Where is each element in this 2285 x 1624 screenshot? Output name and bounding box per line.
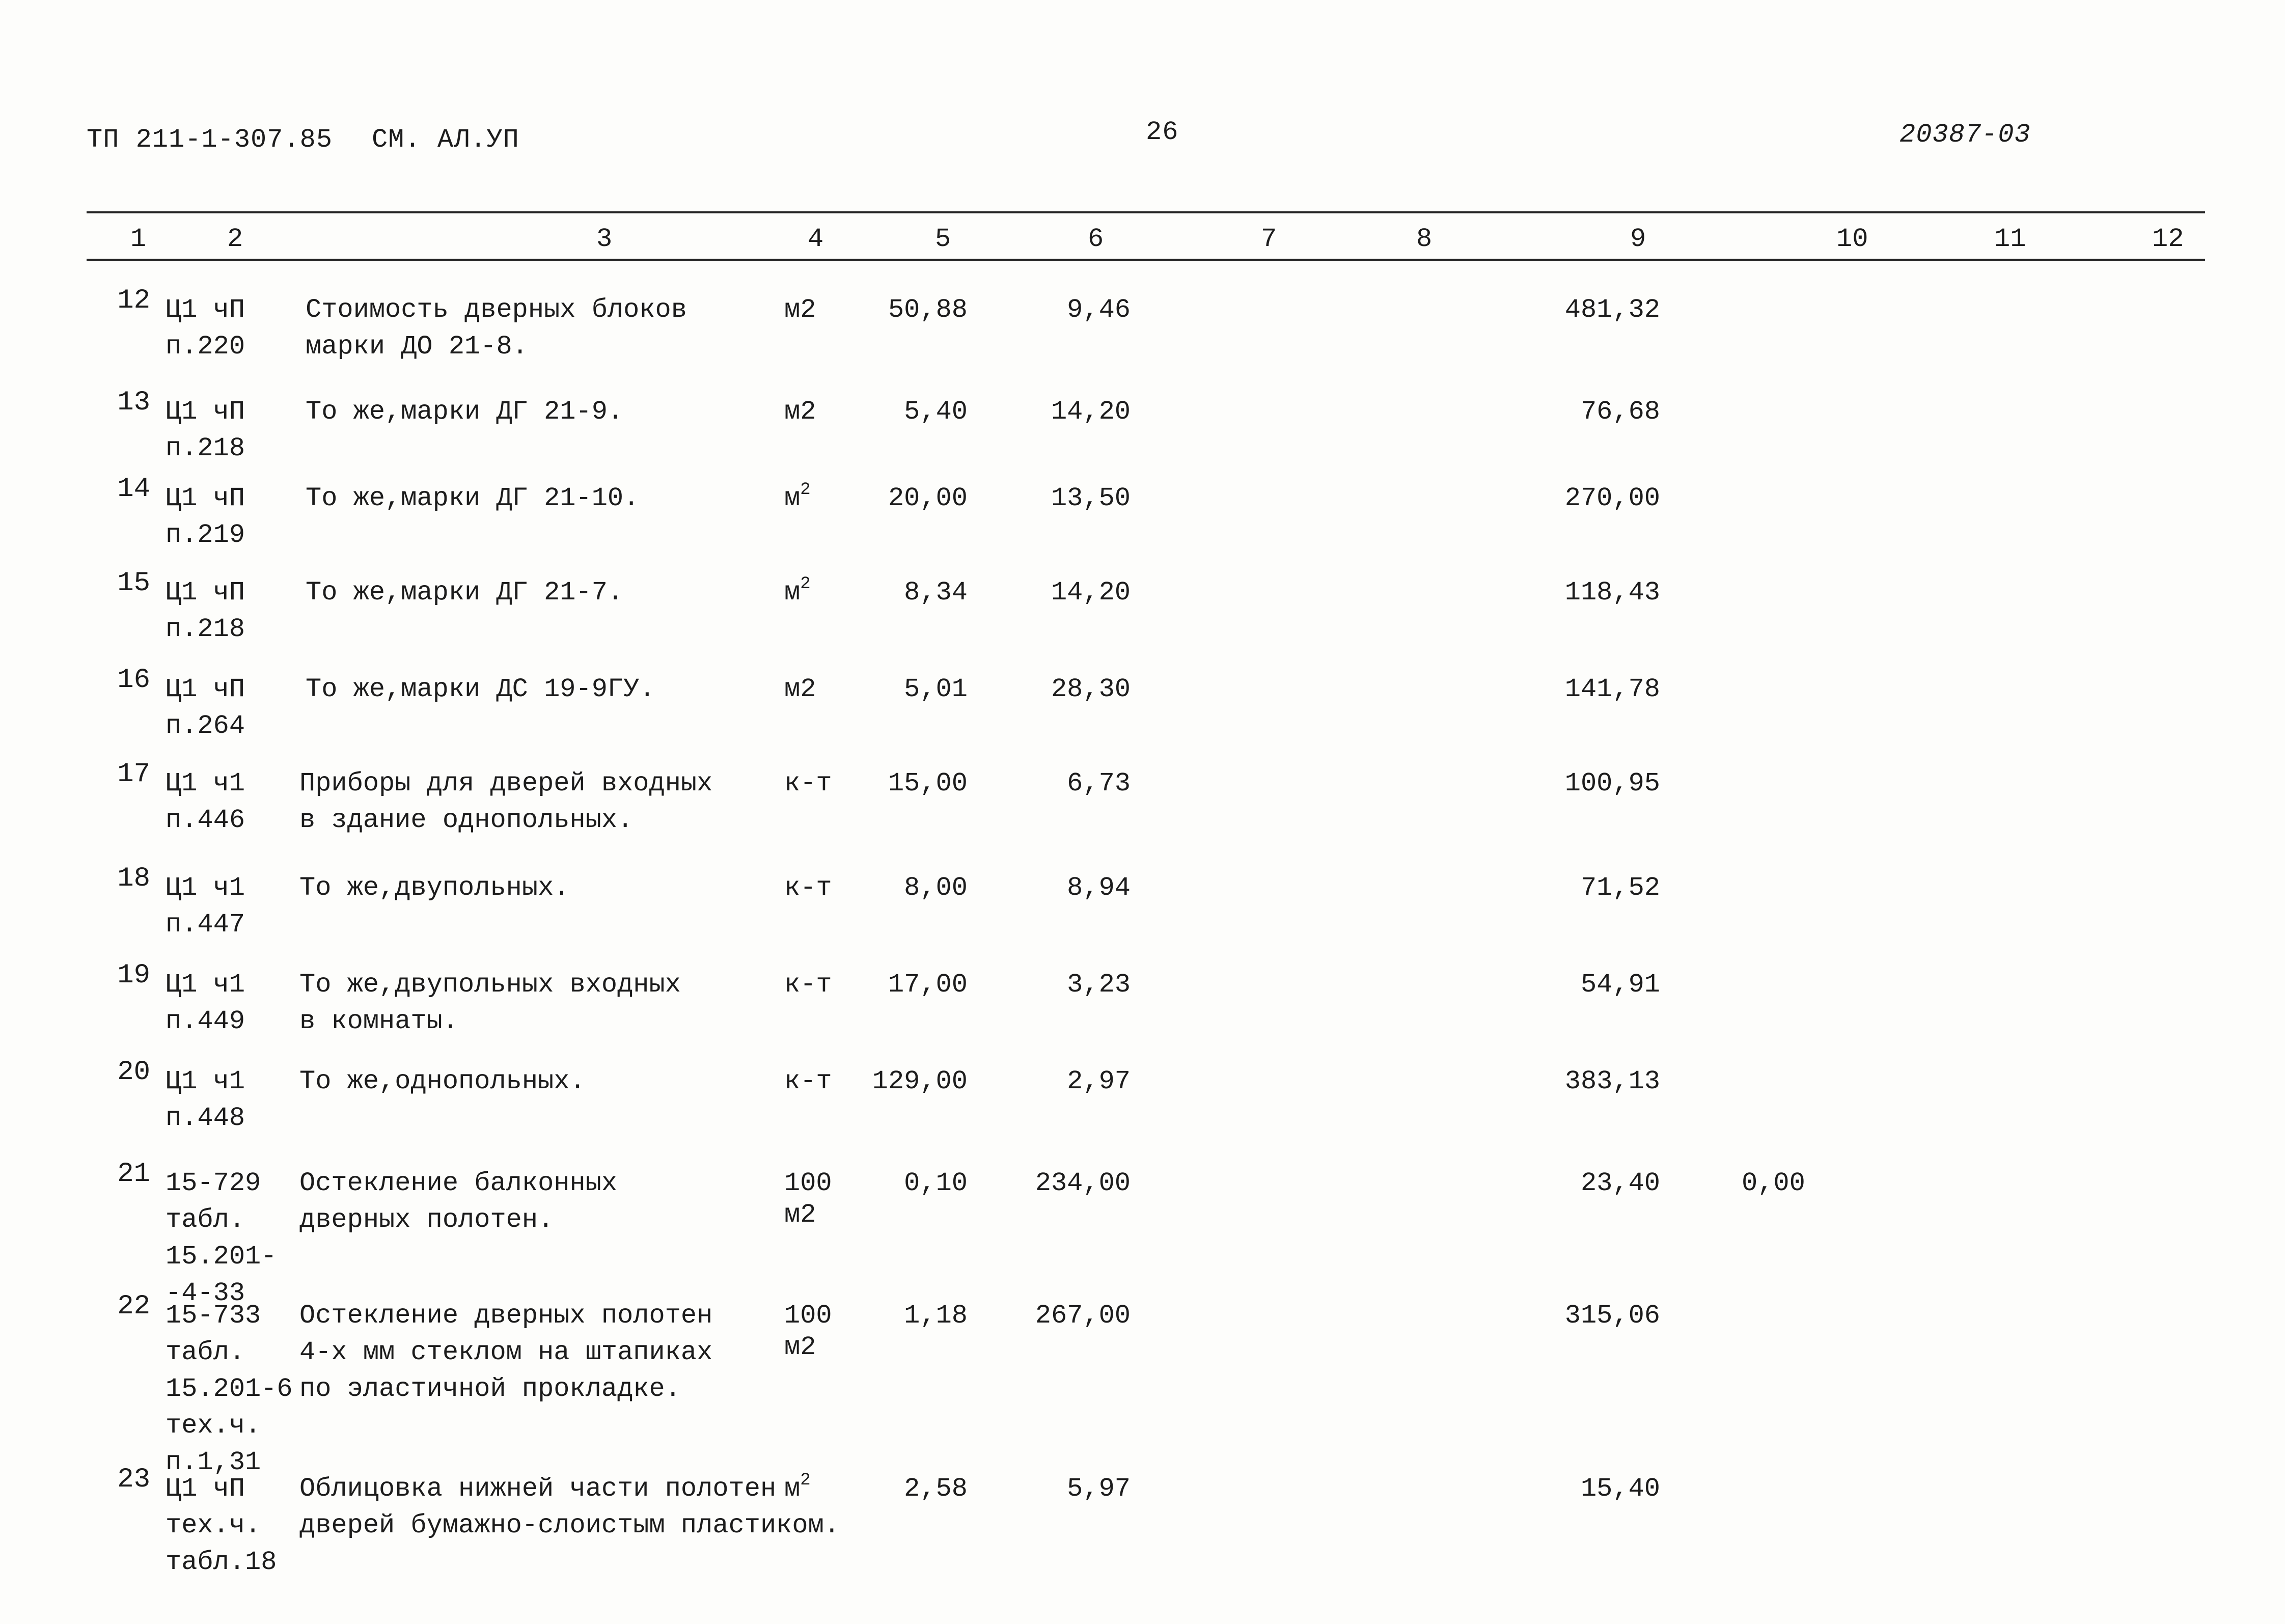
unit-superscript: 2 [800, 574, 811, 594]
row-total: 76,68 [1580, 397, 1660, 427]
row-reference: Ц1 чП [166, 1474, 245, 1504]
row-reference: п.448 [166, 1103, 245, 1133]
row-unit-price: 234,00 [1035, 1168, 1131, 1198]
row-unit-price: 14,20 [1051, 577, 1131, 608]
row-description: в комнаты. [299, 1006, 459, 1036]
doc-code: ТП 211-1-307.85 [87, 125, 333, 155]
row-reference: -4-33 [166, 1278, 245, 1308]
column-number-6: 6 [1088, 224, 1104, 254]
row-quantity: 2,58 [904, 1474, 968, 1504]
row-unit: м2 [784, 397, 816, 427]
row-number: 17 [117, 759, 150, 790]
row-quantity: 1,18 [904, 1301, 968, 1331]
row-total: 100,95 [1564, 768, 1660, 799]
row-description: Облицовка нижней части полотен [299, 1474, 777, 1504]
row-reference: табл. [166, 1337, 245, 1367]
row-description: по эластичной прокладке. [299, 1374, 681, 1404]
row-unit-price: 2,97 [1067, 1066, 1131, 1096]
row-description: То же,однопольных. [299, 1066, 586, 1096]
row-quantity: 0,10 [904, 1168, 968, 1198]
row-reference: Ц1 ч1 [166, 970, 245, 1000]
row-reference: 15-729 [166, 1168, 261, 1198]
row-number: 12 [117, 285, 150, 316]
row-reference: п.218 [166, 433, 245, 463]
row-reference: Ц1 чП [166, 577, 245, 608]
row-quantity: 5,40 [904, 397, 968, 427]
row-unit-price: 13,50 [1051, 483, 1131, 513]
row-number: 23 [117, 1464, 150, 1495]
archive-number: 20387-03 [1899, 120, 2031, 150]
row-number: 19 [117, 960, 150, 991]
row-reference: 15-733 [166, 1301, 261, 1331]
row-unit: $м^2$ [784, 480, 811, 513]
column-number-3: 3 [596, 224, 613, 254]
column-number-12: 12 [2152, 224, 2184, 254]
row-reference: п.1,31 [166, 1447, 261, 1477]
row-description: в здание однопольных. [299, 805, 634, 835]
row-quantity: 17,00 [888, 970, 968, 1000]
row-reference: табл.18 [166, 1547, 277, 1577]
row-unit: к-т [784, 768, 832, 799]
row-reference: табл. [166, 1205, 245, 1235]
row-description: Приборы для дверей входных [299, 768, 713, 799]
row-description: Стоимость дверных блоков [306, 295, 687, 325]
row-unit: к-т [784, 970, 832, 1000]
row-number: 13 [117, 387, 150, 418]
row-description: Остекление балконных [299, 1168, 618, 1198]
column-number-9: 9 [1630, 224, 1646, 254]
row-unit-price: 267,00 [1035, 1301, 1131, 1331]
row-number: 21 [117, 1159, 150, 1190]
column-number-2: 2 [227, 224, 243, 254]
row-unit-price: 28,30 [1051, 674, 1131, 704]
row-unit: 100 [784, 1301, 832, 1331]
row-quantity: 5,01 [904, 674, 968, 704]
column-number-4: 4 [808, 224, 824, 254]
row-total: 54,91 [1580, 970, 1660, 1000]
row-number: 16 [117, 665, 150, 696]
row-unit-line2: м2 [784, 1332, 816, 1362]
row-reference: п.446 [166, 805, 245, 835]
row-reference: п.220 [166, 332, 245, 362]
row-reference: Ц1 ч1 [166, 873, 245, 903]
row-total: 315,06 [1564, 1301, 1660, 1331]
row-reference: Ц1 ч1 [166, 1066, 245, 1096]
row-unit-price: 6,73 [1067, 768, 1131, 799]
row-description: То же,марки ДС 19-9ГУ. [306, 674, 655, 704]
row-reference: тех.ч. [166, 1510, 261, 1540]
row-unit-price: 5,97 [1067, 1474, 1131, 1504]
row-reference: тех.ч. [166, 1411, 261, 1441]
row-unit: 100 [784, 1168, 832, 1198]
row-reference: п.264 [166, 711, 245, 741]
row-description: дверных полотен. [299, 1205, 554, 1235]
row-description: То же,марки ДГ 21-7. [306, 577, 624, 608]
row-reference: Ц1 чП [166, 295, 245, 325]
row-description: 4-х мм стеклом на штапиках [299, 1337, 713, 1367]
row-reference: п.447 [166, 910, 245, 940]
row-description: То же,двупольных входных [299, 970, 681, 1000]
row-unit: м2 [784, 295, 816, 325]
column-number-8: 8 [1416, 224, 1433, 254]
row-description: То же,двупольных. [299, 873, 570, 903]
row-total: 481,32 [1564, 295, 1660, 325]
row-description: дверей бумажно-слоистым пластиком. [299, 1510, 840, 1540]
column-number-5: 5 [935, 224, 951, 254]
row-description: То же,марки ДГ 21-9. [306, 397, 624, 427]
table-top-rule [87, 211, 2205, 213]
unit-superscript: 2 [800, 1471, 811, 1490]
row-unit-price: 8,94 [1067, 873, 1131, 903]
row-unit: м2 [784, 674, 816, 704]
row-unit-price: 14,20 [1051, 397, 1131, 427]
row-reference: п.219 [166, 520, 245, 550]
row-description: марки ДО 21-8. [306, 332, 528, 362]
column-number-10: 10 [1836, 224, 1868, 254]
row-total: 71,52 [1580, 873, 1660, 903]
row-reference: Ц1 чП [166, 483, 245, 513]
row-unit: $м^2$ [784, 1471, 811, 1504]
row-total: 383,13 [1564, 1066, 1660, 1096]
row-number: 22 [117, 1291, 150, 1322]
row-description: То же,марки ДГ 21-10. [306, 483, 640, 513]
row-unit-price: 9,46 [1067, 295, 1131, 325]
row-number: 20 [117, 1057, 150, 1088]
album-ref: СМ. АЛ.УП [372, 125, 519, 155]
page-number: 26 [1146, 117, 1179, 147]
row-quantity: 8,34 [904, 577, 968, 608]
row-reference: Ц1 ч1 [166, 768, 245, 799]
row-quantity: 20,00 [888, 483, 968, 513]
row-total: 23,40 [1580, 1168, 1660, 1198]
row-unit-line2: м2 [784, 1200, 816, 1230]
row-number: 18 [117, 863, 150, 894]
row-quantity: 8,00 [904, 873, 968, 903]
row-quantity: 50,88 [888, 295, 968, 325]
row-total: 141,78 [1564, 674, 1660, 704]
row-number: 14 [117, 474, 150, 505]
row-unit: к-т [784, 1066, 832, 1096]
row-reference: 15.201- [166, 1242, 277, 1272]
row-reference: Ц1 чП [166, 397, 245, 427]
row-reference: Ц1 чП [166, 674, 245, 704]
row-quantity: 15,00 [888, 768, 968, 799]
row-total: 15,40 [1580, 1474, 1660, 1504]
row-description: Остекление дверных полотен [299, 1301, 713, 1331]
row-reference: п.218 [166, 614, 245, 644]
row-extra: 0,00 [1742, 1168, 1805, 1198]
column-number-1: 1 [130, 224, 147, 254]
row-total: 270,00 [1564, 483, 1660, 513]
row-reference: 15.201-6 [166, 1374, 293, 1404]
row-reference: п.449 [166, 1006, 245, 1036]
table-header-rule [87, 259, 2205, 261]
column-number-7: 7 [1261, 224, 1277, 254]
row-total: 118,43 [1564, 577, 1660, 608]
row-unit: к-т [784, 873, 832, 903]
row-unit: $м^2$ [784, 574, 811, 608]
row-number: 15 [117, 568, 150, 599]
row-quantity: 129,00 [872, 1066, 968, 1096]
row-unit-price: 3,23 [1067, 970, 1131, 1000]
unit-superscript: 2 [800, 480, 811, 500]
column-number-11: 11 [1994, 224, 2026, 254]
